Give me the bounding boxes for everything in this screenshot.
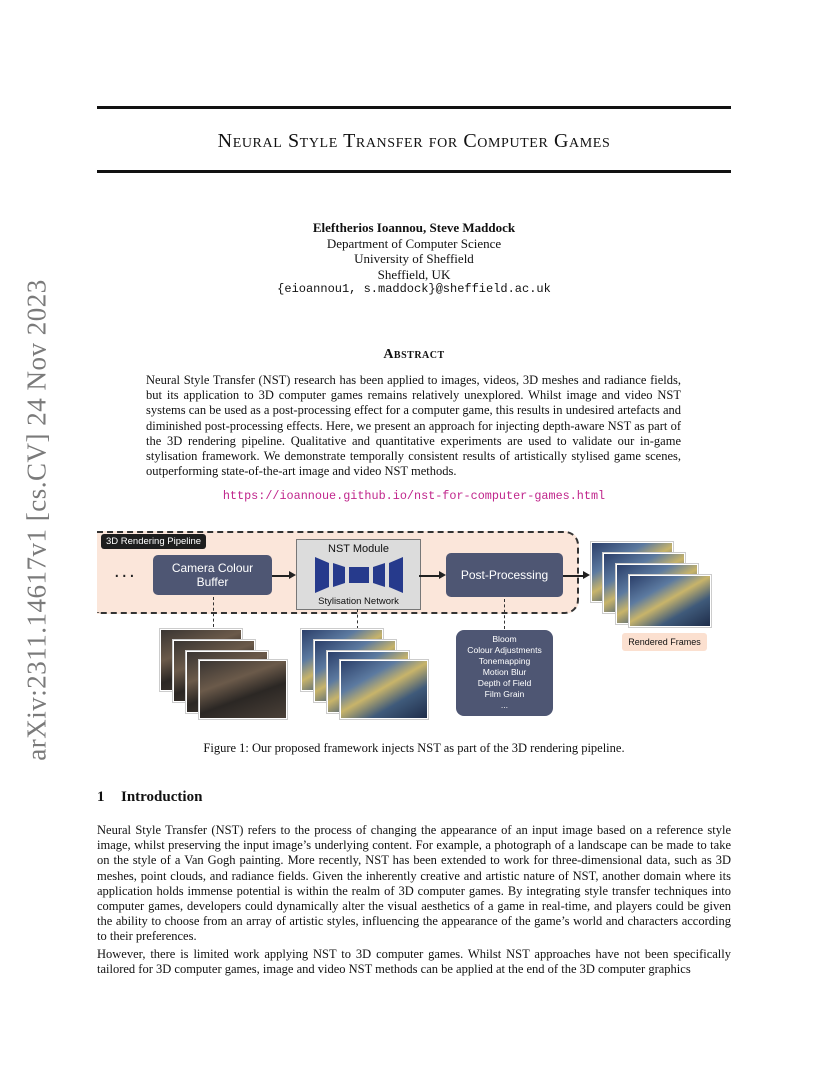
connector-dash — [504, 599, 505, 629]
frame-thumbnail — [340, 660, 428, 719]
effect-item: Colour Adjustments — [467, 645, 542, 655]
arrow-line — [419, 575, 439, 577]
figure-caption: Figure 1: Our proposed framework injects NST as part of the 3D rendering pipeline. — [203, 741, 625, 755]
arrow-head-icon — [583, 571, 590, 579]
arrow-line — [272, 575, 289, 577]
effect-item: Bloom — [492, 634, 517, 644]
pipeline-ellipsis: ... — [114, 560, 137, 582]
author-email: {eioannou1, s.maddock}@sheffield.ac.uk — [277, 282, 551, 296]
arrow-head-icon — [439, 571, 446, 579]
stylisation-network-label: Stylisation Network — [318, 596, 399, 607]
author-department: Department of Computer Science — [326, 235, 502, 251]
title-bottom-rule — [97, 170, 731, 173]
effect-item: ... — [500, 700, 509, 710]
camera-buffer-label: Camera Colour Buffer — [171, 561, 254, 589]
effect-item: Tonemapping — [478, 656, 531, 666]
network-icon — [315, 557, 403, 593]
author-location: Sheffield, UK — [377, 266, 451, 282]
author-block — [97, 220, 731, 298]
connector-dash — [213, 597, 214, 627]
frame-thumbnail — [199, 660, 287, 719]
post-processing-box — [446, 553, 563, 597]
camera-buffer-box — [153, 555, 272, 595]
arrow-line — [563, 575, 583, 577]
post-processing-effects-list — [456, 630, 553, 716]
connector-dash — [357, 609, 358, 629]
frame-thumbnail — [629, 575, 711, 627]
effect-item: Depth of Field — [477, 678, 532, 688]
effect-item: Film Grain — [484, 689, 525, 699]
arxiv-identifier: arXiv:2311.14617v1 [cs.CV] 24 Nov 2023 — [21, 279, 52, 761]
pipeline-label: 3D Rendering Pipeline — [101, 534, 206, 549]
arrow-head-icon — [289, 571, 296, 579]
paper-title: Neural Style Transfer for Computer Games — [217, 130, 611, 152]
abstract-heading: Abstract — [383, 347, 445, 362]
post-processing-label: Post-Processing — [460, 568, 549, 582]
paragraph: Neural Style Transfer (NST) refers to the process of changing the appearance of an input image based on a reference style image, whilst preserving the input image’s underlying content. For example, a photograph of a landscape can be made to take on the style of a Van Gogh painting. More recently, NST has been extended to work for three-dimensional data, such as 3D meshes, point clouds, and radiance fields. Given the inherently creative and artistic nature of NST, another domain where its application holds immense potential is within the realm of 3D computer games. By integrating style transfer techniques into computer games, developers could dynamically alter the visual aesthetics of a game in real-time, and players could be given the ability to choose from an array of artistic styles, influencing the appearance of the game’s world and characters according to their preferences. — [97, 823, 731, 944]
top-rule — [97, 106, 731, 109]
author-names: Eleftherios Ioannou, Steve Maddock — [312, 220, 516, 235]
abstract-text: Neural Style Transfer (NST) research has been applied to images, videos, 3D meshes and radiance fields, but its application to 3D computer games remains relatively unexplored. Whilst image and video NST systems can be used as a post-processing effect for a computer game, this results in undesired artefacts and diminished post-processing effects. Here, we present an approach for injecting depth-aware NST as part of the 3D rendering pipeline. Qualitative and quantitative experiments are used to validate our in-game stylisation framework. We demonstrate temporally consistent results of artistically stylised game scenes, outperforming state-of-the-art image and video NST methods. — [146, 373, 681, 479]
nst-module-label: NST Module — [328, 543, 389, 555]
paragraph: However, there is limited work applying NST to 3D computer games. Whilst NST approaches have not been specifically tailored for 3D computer games, image and video NST methods can be applied at the end of the 3D computer graphics — [97, 947, 731, 977]
author-university: University of Sheffield — [354, 251, 474, 266]
rendered-frames-label: Rendered Frames — [622, 633, 707, 651]
effect-item: Motion Blur — [482, 667, 527, 677]
section-title: Introduction — [121, 789, 203, 805]
project-url-link[interactable]: https://ioannoue.github.io/nst-for-computer-games.html — [222, 489, 606, 503]
section-heading — [97, 789, 202, 806]
section-number: 1 — [97, 789, 105, 805]
nst-module-box — [296, 539, 421, 610]
